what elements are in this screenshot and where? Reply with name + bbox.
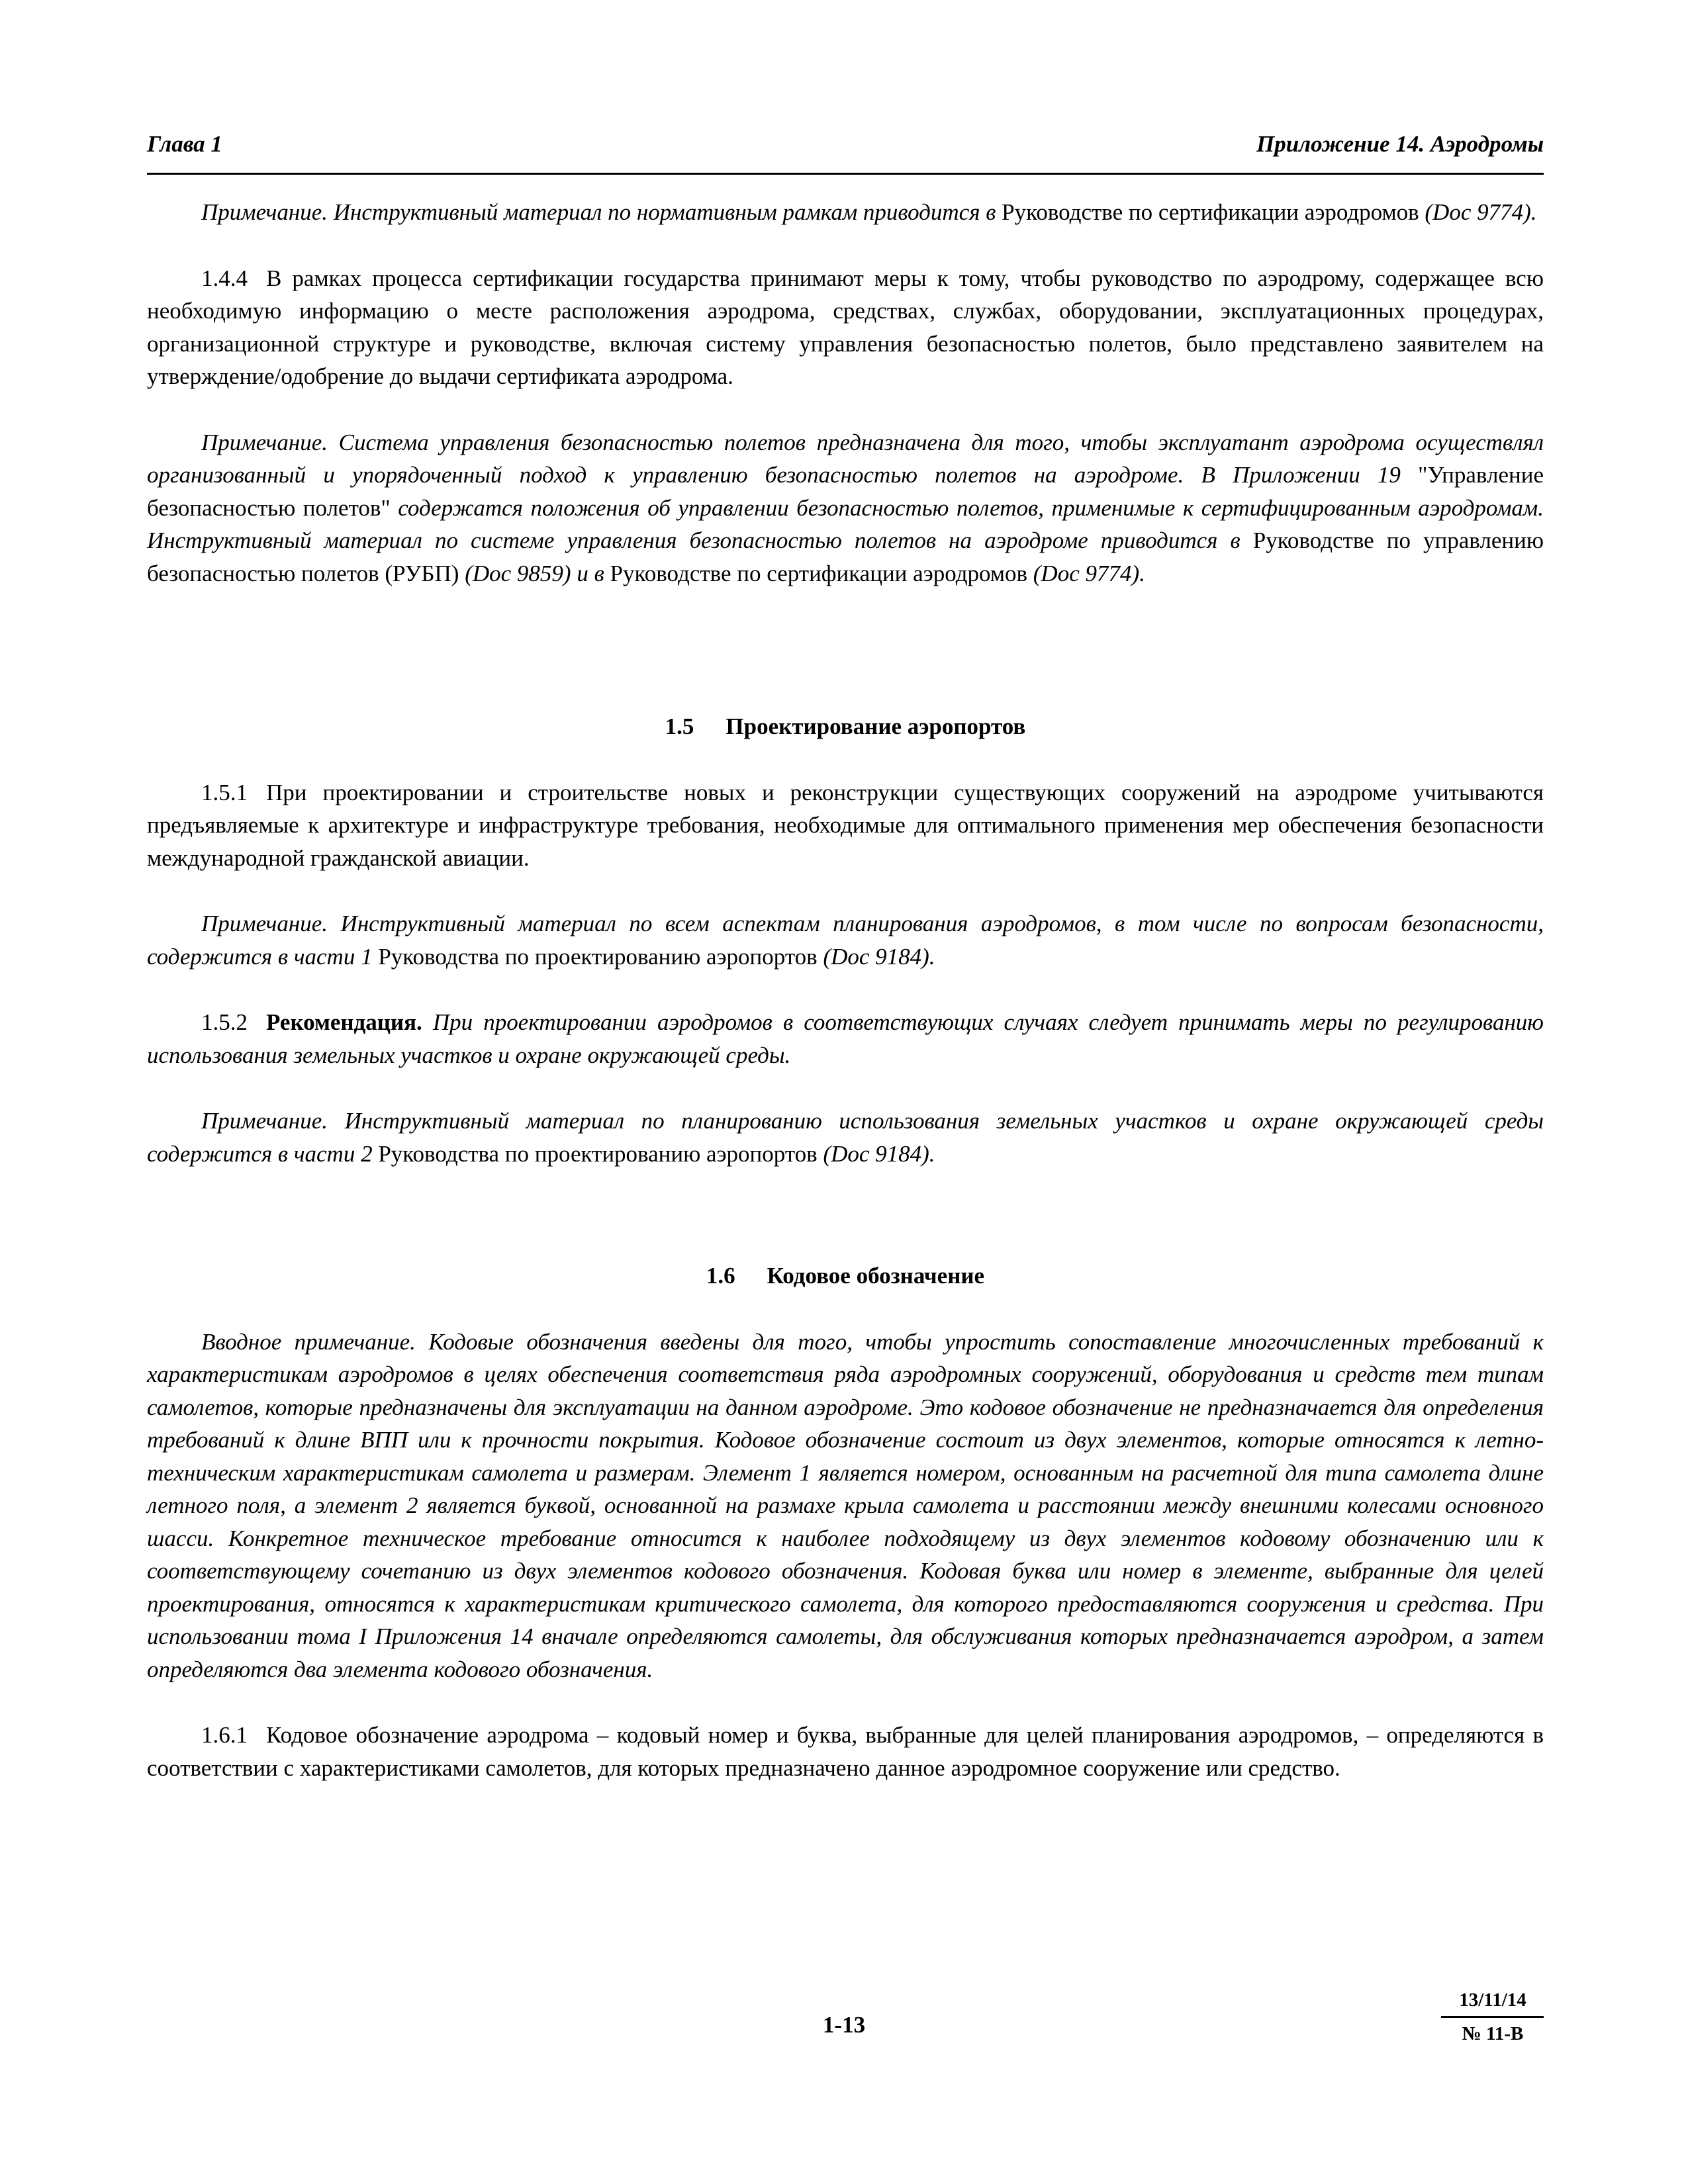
paragraph-number: 1.6.1 bbox=[201, 1722, 248, 1748]
running-header-chapter: Глава 1 bbox=[147, 131, 222, 157]
amendment-number: № 11-B bbox=[1462, 2023, 1524, 2044]
doc-reference: Руководстве по управлению безопасностью полетов (РУБП) bbox=[147, 527, 1544, 586]
paragraph-1-5-1 bbox=[147, 776, 1544, 875]
doc-reference: Руководстве по сертификации аэродромов bbox=[610, 560, 1028, 586]
section-number: 1.5 bbox=[665, 713, 694, 739]
paragraph-1-5-2 bbox=[147, 1006, 1544, 1071]
note-text: Примечание. Инструктивный материал по нормативным рамкам приводится в bbox=[201, 199, 1002, 225]
paragraph-1-6-1 bbox=[147, 1719, 1544, 1784]
doc-reference: Руководстве по сертификации аэродромов bbox=[1002, 199, 1419, 225]
paragraph-number: 1.4.4 bbox=[201, 265, 248, 291]
section-heading-1-6 bbox=[147, 1259, 1544, 1293]
amendment-date: 13/11/14 bbox=[1459, 1989, 1526, 2011]
paragraph-text: При проектировании и строительстве новых и реконструкции существующих сооружений на аэродроме учитываются предъявляемые к архитектуре и инфраструктуре требования, необходимые для оптимального применения мер обеспечения безопасности международной гражданской авиации. bbox=[147, 779, 1544, 871]
annex-title-reference: "Управление безопасностью полетов" bbox=[147, 462, 1544, 521]
page-number: 1-13 bbox=[822, 2012, 866, 2038]
section-number: 1.6 bbox=[706, 1263, 735, 1289]
note-text: (Doc 9774). bbox=[1419, 199, 1537, 225]
note-regulatory-framework bbox=[147, 196, 1544, 229]
paragraph-text: При проектировании аэродромов в соответствующих случаях следует принимать меры по регулированию использования земельных участков и охране окружающей среды. bbox=[147, 1009, 1544, 1068]
paragraph-number: 1.5.2 bbox=[201, 1009, 248, 1035]
note-text: (Doc 9184). bbox=[817, 1140, 935, 1167]
note-text: (Doc 9774). bbox=[1027, 560, 1145, 586]
doc-reference: Руководства по проектированию аэропортов bbox=[378, 1140, 818, 1167]
section-title: Кодовое обозначение bbox=[767, 1263, 985, 1289]
note-text: содержатся положения об управлении безопасностью полетов, применимые к сертифицированным аэродромам. Инструктивный материал по системе управления безопасностью полетов на аэродроме приводится в bbox=[147, 494, 1544, 553]
note-land-use bbox=[147, 1105, 1544, 1170]
note-text: Примечание. Инструктивный материал по планированию использования земельных участков и охране окружающей среды содержится в части 2 bbox=[147, 1108, 1544, 1167]
section-heading-1-5 bbox=[147, 710, 1544, 743]
note-text: Примечание. Система управления безопасностью полетов предназначена для того, чтобы эксплуатант аэродрома осуществлял организованный и упорядоченный подход к управлению безопасностью полетов на аэродроме. В Приложении 19 bbox=[147, 429, 1544, 488]
page-body bbox=[147, 196, 1544, 1784]
header-rule bbox=[147, 173, 1544, 175]
recommendation-label: Рекомендация. bbox=[266, 1009, 422, 1035]
note-airport-planning bbox=[147, 907, 1544, 973]
paragraph-1-4-4 bbox=[147, 262, 1544, 393]
footer-rule bbox=[1441, 2016, 1544, 2018]
paragraph-text: Кодовое обозначение аэродрома – кодовый номер и буква, выбранные для целей планирования аэродромов, – определяются в соответствии с характеристиками самолетов, для которых предназначено данное аэродромное сооружение или средство. bbox=[147, 1722, 1544, 1781]
paragraph-text: В рамках процесса сертификации государства принимают меры к тому, чтобы руководство по аэродрому, содержащее всю необходимую информацию о месте расположения аэродрома, средствах, службах, оборудовании, эксплуатационных процедурах, организационной структуре и руководстве, включая систему управления безопасностью полетов, было представлено заявителем на утверждение/одобрение до выдачи сертификата аэродрома. bbox=[147, 265, 1544, 389]
section-title: Проектирование аэропортов bbox=[726, 713, 1026, 739]
note-text: (Doc 9859) и в bbox=[459, 560, 610, 586]
running-header-annex: Приложение 14. Аэродромы bbox=[1256, 131, 1544, 157]
note-safety-management bbox=[147, 426, 1544, 590]
note-text: (Doc 9184). bbox=[817, 943, 935, 970]
introductory-note: Вводное примечание. Кодовые обозначения введены для того, чтобы упростить сопоставление многочисленных требований к характеристикам аэродромов в целях обеспечения соответствия ряда аэродромных сооружений, оборудования и средств тем типам самолетов, которые предназначены для эксплуатации на данном аэродроме. Это кодовое обозначение не предназначается для определения требований к длине ВПП или к прочности покрытия. Кодовое обозначение состоит из двух элементов, которые относятся к летно-техническим характеристикам самолета и размерам. Элемент 1 является номером, основанным на расчетной для типа самолета длине летного поля, а элемент 2 является буквой, основанной на размахе крыла самолета и расстоянии между внешними колесами основного шасси. Конкретное техническое требование относится к наиболее подходящему из двух элементов кодовому обозначению или к соответствующему сочетанию из двух элементов кодового обозначения. Кодовая буква или номер в элементе, выбранные для целей проектирования, относятся к характеристикам критического самолета, для которого предоставляются сооружения и средства. При использовании тома I Приложения 14 вначале определяются самолеты, для обслуживания которых предназначается аэродром, а затем определяются два элемента кодового обозначения. bbox=[147, 1328, 1544, 1682]
doc-reference: Руководства по проектированию аэропортов bbox=[378, 943, 818, 970]
paragraph-number: 1.5.1 bbox=[201, 779, 248, 805]
note-text: Примечание. Инструктивный материал по всем аспектам планирования аэродромов, в том числе по вопросам безопасности, содержится в части 1 bbox=[147, 911, 1544, 970]
